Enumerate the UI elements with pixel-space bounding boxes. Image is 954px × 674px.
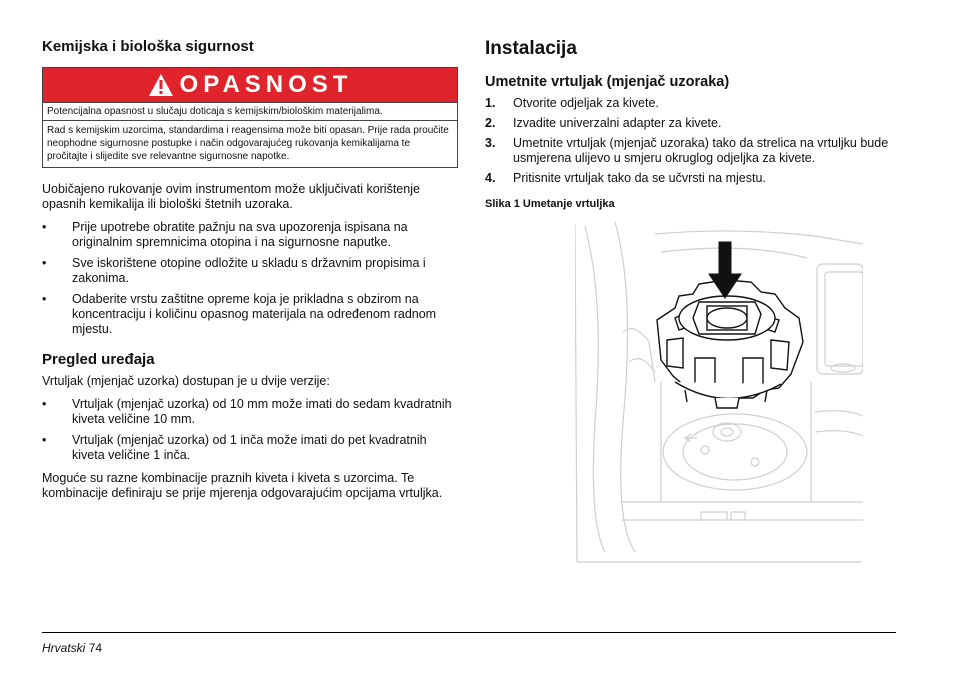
- right-column: [485, 38, 895, 210]
- list-item: • Vrtuljak (mjenjač uzorka) od 10 mm može imati do sedam kvadratnih kiveta veličine 10 mm.: [42, 397, 452, 426]
- bullet-icon: •: [42, 220, 47, 234]
- danger-line-1: Potencijalna opasnost u slučaju doticaja s kemijskim/biološkim materijalima.: [43, 105, 457, 121]
- list-item: • Vrtuljak (mjenjač uzorka) od 1 inča može imati do pet kvadratnih kiveta veličine 1 inča.: [42, 433, 427, 462]
- overview-outro: Moguće su razne kombinacije praznih kiveta i kiveta s uzorcima. Te kombinacije definiraju se prije mjerenja odgovarajućim opcijama vrtuljka.: [42, 471, 443, 500]
- figure-caption: Slika 1 Umetanje vrtuljka: [485, 198, 615, 210]
- step-item: 3. Umetnite vrtuljak (mjenjač uzoraka) tako da strelica na vrtuljku bude usmjerena ulijevo u smjeru okruglog odjeljka za kivete.: [485, 136, 889, 165]
- step-item: 1. Otvorite odjeljak za kivete.: [485, 96, 659, 110]
- section-subheading: Umetnite vrtuljak (mjenjač uzoraka): [485, 74, 730, 90]
- step-item: 2. Izvadite univerzalni adapter za kivete.: [485, 116, 722, 130]
- danger-word: OPASNOST: [179, 71, 353, 98]
- step-item: 4. Pritisnite vrtuljak tako da se učvrsti na mjestu.: [485, 171, 766, 185]
- danger-box: [42, 67, 458, 168]
- left-column: [42, 38, 458, 507]
- page-footer: [42, 641, 102, 655]
- list-item: • Prije upotrebe obratite pažnju na sva upozorenja ispisana na originalnim spremnicima otopina i na sigurnosne naputke.: [42, 220, 408, 249]
- danger-header: [43, 68, 457, 103]
- bullet-icon: •: [42, 256, 47, 270]
- list-item: • Sve iskorištene otopine odložite u skladu s državnim propisima i zakonima.: [42, 256, 426, 285]
- bullet-icon: •: [42, 433, 47, 447]
- bullet-icon: •: [42, 292, 47, 306]
- bullet-icon: •: [42, 397, 47, 411]
- install-steps: [485, 96, 895, 186]
- page-number: 74: [88, 641, 103, 655]
- carousel-installation-illustration: [575, 222, 863, 572]
- page-title: Instalacija: [485, 38, 577, 59]
- overview-heading: Pregled uređaja: [42, 351, 155, 368]
- footer-language: Hrvatski: [42, 641, 86, 655]
- overview-intro: Vrtuljak (mjenjač uzorka) dostupan je u dvije verzije:: [42, 374, 330, 388]
- warning-triangle-icon: [148, 73, 174, 97]
- footer-rule: [42, 632, 896, 633]
- safety-heading: Kemijska i biološka sigurnost: [42, 38, 254, 55]
- danger-line-2: Rad s kemijskim uzorcima, standardima i reagensima može biti opasan. Prije rada proučite neophodne sigurnosne postupke i način odgovarajućeg rukovanja kemikalijama te pročitajte i slijedite sve relevantne sigurnosne napotke.: [47, 125, 449, 162]
- safety-intro: Uobičajeno rukovanje ovim instrumentom može uključivati korištenje opasnih kemikalija ili biološki štetnih uzoraka.: [42, 182, 420, 211]
- list-item: • Odaberite vrstu zaštitne opreme koja je prikladna s obzirom na koncentraciju i količinu opasnog materijala na određenom radnom mjestu.: [42, 292, 437, 336]
- safety-bullets: [42, 220, 458, 337]
- danger-body: [43, 103, 457, 167]
- overview-bullets: [42, 397, 458, 463]
